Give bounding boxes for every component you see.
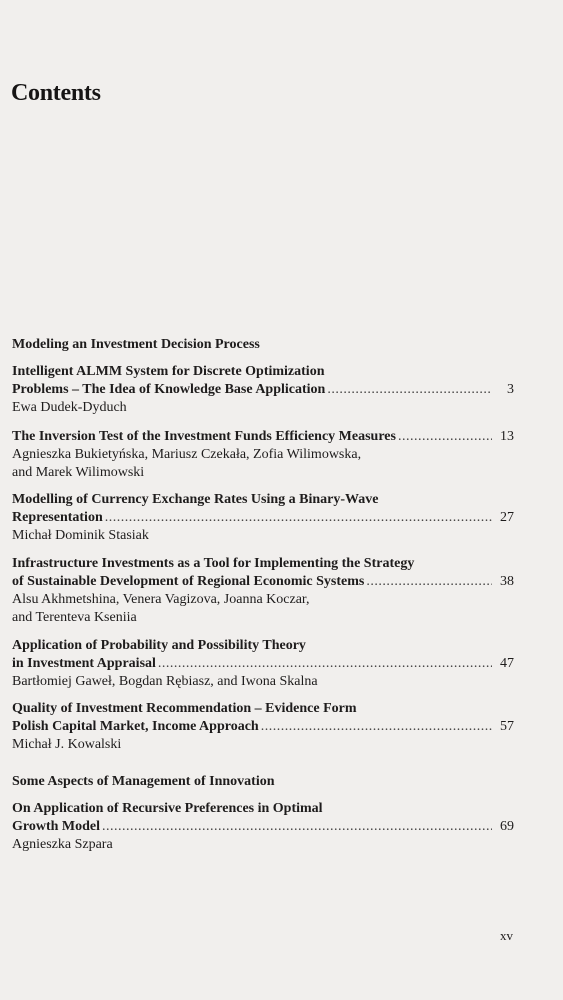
entry-authors: and Marek Wilimowski bbox=[12, 465, 145, 480]
dot-leader bbox=[327, 381, 492, 399]
entry-authors: Alsu Akhmetshina, Venera Vagizova, Joanna Koczar, bbox=[12, 592, 310, 607]
entry-authors: Michał Dominik Stasiak bbox=[12, 528, 149, 543]
page-number: 13 bbox=[500, 429, 514, 444]
entry-authors: Michał J. Kowalski bbox=[12, 737, 122, 752]
entry-title-line: of Sustainable Development of Regional Economic Systems bbox=[12, 574, 365, 589]
dot-leader bbox=[366, 573, 492, 591]
section-heading: Modeling an Investment Decision Process bbox=[12, 337, 260, 352]
entry-authors: Bartłomiej Gaweł, Bogdan Rębiasz, and Iwona Skalna bbox=[12, 674, 318, 689]
entry-title-line: On Application of Recursive Preferences in Optimal bbox=[12, 801, 323, 816]
entry-title-line: Application of Probability and Possibility Theory bbox=[12, 638, 306, 653]
entry-title-line: Modelling of Currency Exchange Rates Using a Binary-Wave bbox=[12, 492, 379, 507]
toc-entry[interactable] bbox=[12, 555, 514, 627]
toc-entry[interactable] bbox=[12, 363, 514, 417]
dot-leader bbox=[398, 428, 492, 446]
page-number: 38 bbox=[500, 574, 514, 589]
page-number: 69 bbox=[500, 819, 514, 834]
toc-entry[interactable] bbox=[12, 428, 514, 482]
entry-title-line: in Investment Appraisal bbox=[12, 656, 156, 671]
page-title: Contents bbox=[11, 80, 101, 106]
entry-authors: and Terenteva Kseniia bbox=[12, 610, 137, 625]
page-number: 57 bbox=[500, 719, 514, 734]
toc-entry[interactable] bbox=[12, 800, 514, 854]
page-number: 27 bbox=[500, 510, 514, 525]
entry-title-line: The Inversion Test of the Investment Funds Efficiency Measures bbox=[12, 429, 396, 444]
entry-authors: Agnieszka Szpara bbox=[12, 837, 113, 852]
entry-title-line: Representation bbox=[12, 510, 103, 525]
entry-title-line: Polish Capital Market, Income Approach bbox=[12, 719, 259, 734]
section-heading: Some Aspects of Management of Innovation bbox=[12, 774, 275, 789]
entry-title-line: Quality of Investment Recommendation – Evidence Form bbox=[12, 701, 357, 716]
dot-leader bbox=[261, 718, 492, 736]
toc-entry[interactable] bbox=[12, 637, 514, 691]
entry-title-line: Problems – The Idea of Knowledge Base Application bbox=[12, 382, 326, 397]
page-number: 3 bbox=[507, 382, 514, 397]
entry-authors: Agnieszka Bukietyńska, Mariusz Czekała, Zofia Wilimowska, bbox=[12, 447, 362, 462]
entry-authors: Ewa Dudek-Dyduch bbox=[12, 400, 127, 415]
entry-title-line: Infrastructure Investments as a Tool for Implementing the Strategy bbox=[12, 556, 415, 571]
toc-entry[interactable] bbox=[12, 700, 514, 754]
dot-leader bbox=[158, 655, 492, 673]
dot-leader bbox=[105, 509, 492, 527]
entry-title-line: Intelligent ALMM System for Discrete Optimization bbox=[12, 364, 325, 379]
toc-entry[interactable] bbox=[12, 491, 514, 545]
dot-leader bbox=[102, 818, 492, 836]
page-folio: xv bbox=[500, 928, 513, 943]
page-number: 47 bbox=[500, 656, 514, 671]
entry-title-line: Growth Model bbox=[12, 819, 101, 834]
